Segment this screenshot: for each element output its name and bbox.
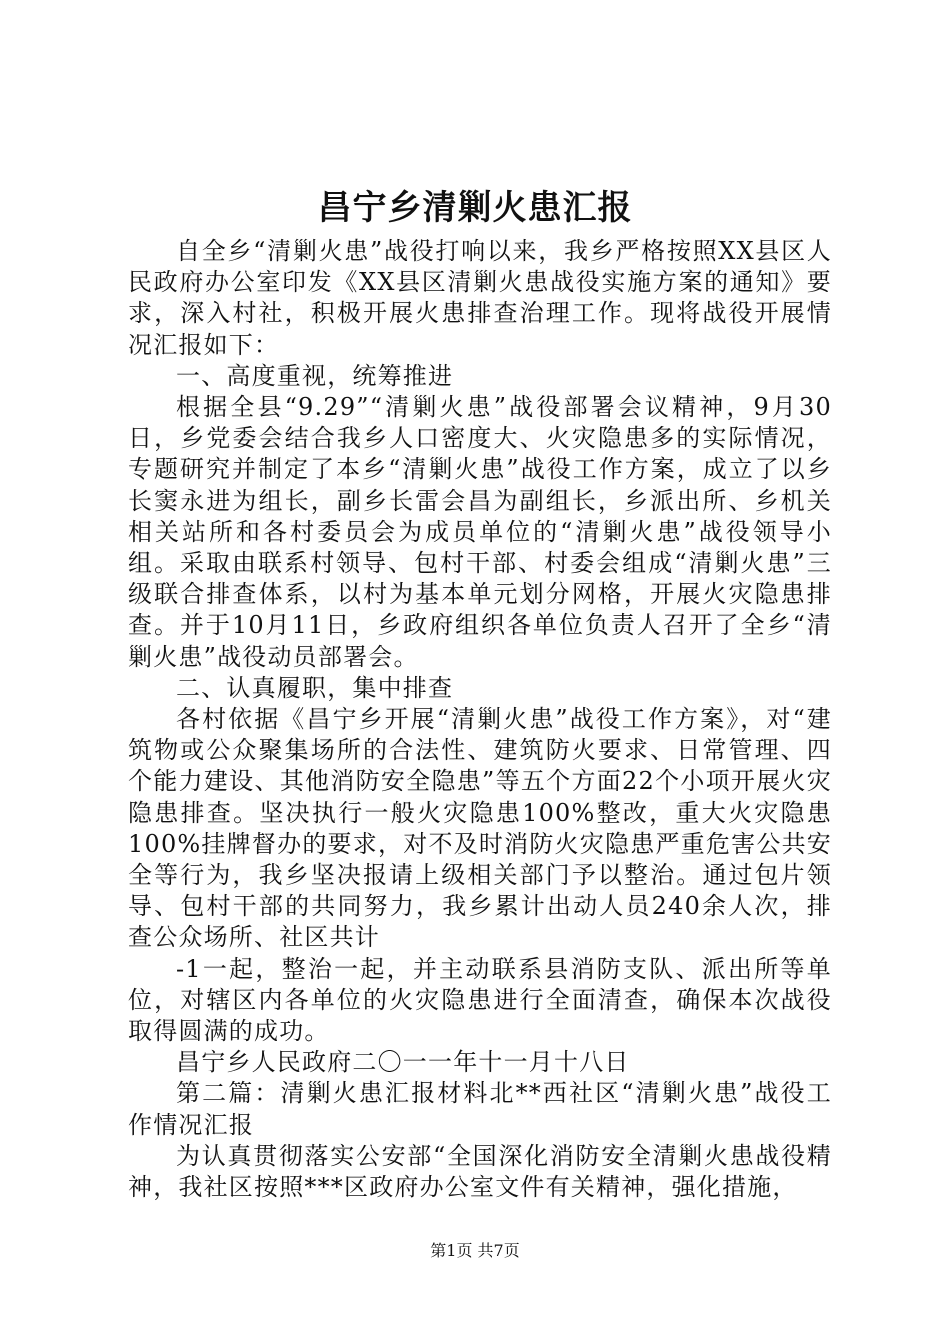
document-title: 昌宁乡清剿火患汇报 — [317, 188, 633, 228]
paragraph-section-1: 根据全县“9.29”“清剿火患”战役部署会议精神，9月30日，乡党委会结合我乡人口密度大、火灾隐患多的实际情况，专题研究并制定了本乡“清剿火患”战役工作方案，成立了以乡长窦永进为组长，副乡长雷会昌为副组长，乡派出所、乡机关相关站所和各村委员会为成员单位的“清剿火患”战役领导小组。采取由联系村领导、包村干部、村委会组成“清剿火患”三级联合排查体系，以村为基本单元划分网格，开展火灾隐患排查。并于10月11日，乡政府组织各单位负责人召开了全乡“清剿火患”战役动员部署会。 — [128, 393, 832, 671]
section-heading-2: 二、认真履职，集中排查 — [176, 673, 454, 702]
paragraph-continuation: -1一起，整治一起，并主动联系县消防支队、派出所等单位，对辖区内各单位的火灾隐患进行全面清查，确保本次战役取得圆满的成功。 — [128, 954, 832, 1046]
page-indicator: 第1页 共7页 — [430, 1241, 520, 1260]
signature-date-line: 昌宁乡人民政府二〇一一年十一月十八日 — [176, 1048, 630, 1077]
paragraph-intro: 自全乡“清剿火患”战役打响以来，我乡严格按照XX县区人民政府办公室印发《XX县区清剿火患战役实施方案的通知》要求，深入村社，积极开展火患排查治理工作。现将战役开展情况汇报如下： — [128, 237, 832, 359]
section-heading-1: 一、高度重视，统筹推进 — [176, 361, 454, 390]
second-article-heading: 第二篇：清剿火患汇报材料北**西社区“清剿火患”战役工作情况汇报 — [128, 1079, 832, 1139]
document-body — [128, 236, 832, 1203]
paragraph-section-2: 各村依据《昌宁乡开展“清剿火患”战役工作方案》，对“建筑物或公众聚集场所的合法性、建筑防火要求、日常管理、四个能力建设、其他消防安全隐患”等五个方面22个小项开展火灾隐患排查。坚决执行一般火灾隐患100%整改，重大火灾隐患100%挂牌督办的要求，对不及时消防火灾隐患严重危害公共安全等行为，我乡坚决报请上级相关部门予以整治。通过包片领导、包村干部的共同努力，我乡累计出动人员240余人次，排查公众场所、社区共计 — [128, 705, 832, 952]
paragraph-second-article: 为认真贯彻落实公安部“全国深化消防安全清剿火患战役精神，我社区按照***区政府办公室文件有关精神，强化措施， — [128, 1141, 832, 1202]
